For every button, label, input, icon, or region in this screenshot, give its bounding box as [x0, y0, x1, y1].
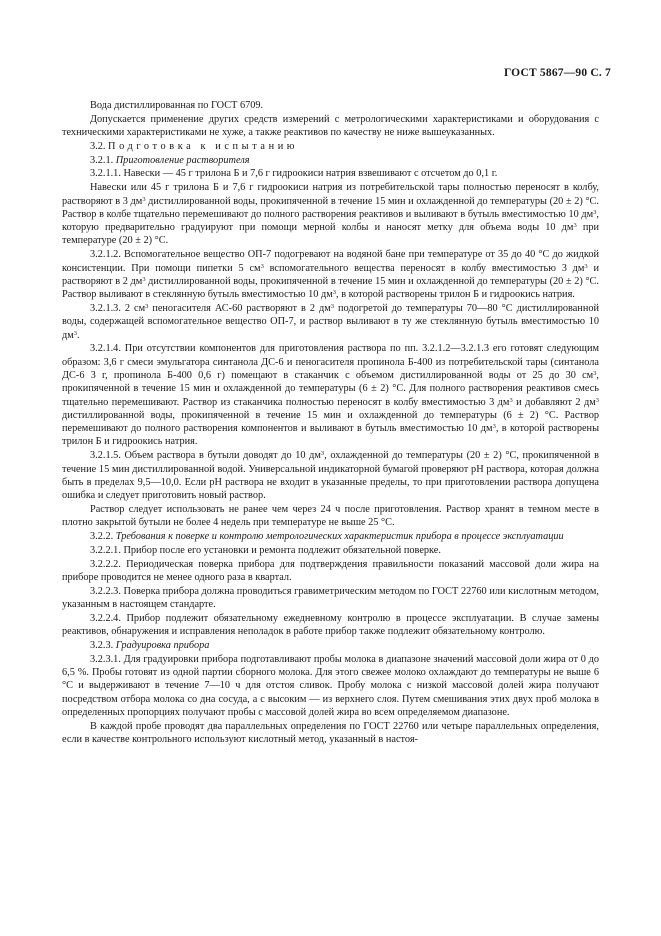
paragraph: Навески или 45 г трилона Б и 7,6 г гидроокиси натрия из потребительской тары полностью переносят в колбу, растворяют в 3 $дм^3$ дистиллированной воды, прокипяченной в течение 15 мин и охлажденной до температуры (20 ± 2) °С. Раствор в колбе тщательно перемешивают до полного растворения реактивов и выливают в бутыль вместимостью 10 $дм^3$, которую предварительно градуируют при помощи мерной колбы и наносят метку для объема воды 10 $дм^3$ при температуре (20 ± 2) °С. [62, 182, 599, 247]
paragraph: 3.2.2. Требования к поверке и контролю метрологических характеристик прибора в процессе эксплуатации [90, 531, 564, 542]
document-body [62, 99, 599, 746]
paragraph: 3.2.1.4. При отсутствии компонентов для приготовления раствора по пп. 3.2.1.2—3.2.1.3 его готовят следующим образом: 3,6 г смеси эмульгатора синтанола ДС-6 и пеногасителя пропинола Б-400 из потребительской тары (синтанола ДС-6 3 г, пропинола Б-400 0,6 г) помещают в стаканчик с объемом дистиллированной воды от 25 до 30 $см^3$, прокипяченной в течение 15 мин и охлажденной до температуры (6 ± 2) °С. Для полного растворения реактивов смесь тщательно перемешивают. Раствор из стаканчика полностью переносят в колбу вместимостью 3 $дм^3$ и добавляют 2 $дм^3$ дистиллированной воды, прокипяченной в течение 15 мин и охлажденной до температуры (6 ± 2) °С. Раствор перемешивают до полного растворения компонентов и выливают в бутыль вместимостью 10 $дм^3$, в которой растворены трилон Б и гидроокись натрия. [62, 343, 599, 448]
paragraph: 3.2.2.2. Периодическая поверка прибора для подтверждения правильности показаний массовой доли жира на приборе проводится не менее одного раза в квартал. [62, 558, 599, 583]
paragraph: 3.2.3. Градуировка прибора [90, 639, 210, 651]
subsection-heading: Градуировка прибора [115, 639, 210, 651]
paragraph: Допускается применение других средств измерений с метрологическими характеристиками и оборудования с техническими характеристиками не хуже, а также реактивов по качеству не ниже вышеуказанных. [62, 113, 599, 139]
paragraph: 3.2.2.3. Поверка прибора должна проводиться гравиметрическим методом по ГОСТ 22760 или кислотным методом, указанным в настоящем стандарте. [62, 585, 599, 610]
paragraph: 3.2.1.1. Навески — 45 г трилона Б и 7,6 г гидроокиси натрия взвешивают с отсчетом до 0,1 г. [90, 168, 498, 180]
paragraph: Раствор следует использовать не ранее чем через 24 ч после приготовления. Раствор хранят в темном месте в плотно закрытой бутыли не более 4 недель при температуре не выше 25 °С. [62, 503, 599, 529]
subsection-heading: Приготовление растворителя [115, 154, 250, 166]
paragraph: В каждой пробе проводят два параллельных определения по ГОСТ 22760 или четыре параллельных определения, если в качестве контрольного используют кислотный метод, указанный в настоя- [62, 720, 599, 745]
paragraph: 3.2.1.2. Вспомогательное вещество ОП-7 подогревают на водяной бане при температуре от 35 до 40 °С до жидкой консистенции. При помощи пипетки 5 $см^3$ вспомогательного вещества переносят в колбу вместимостью 3 $дм^3$ и растворяют в 2 $дм^3$ дистиллированной воды, прокипяченной в течение 15 мин и охлажденной до температуры (20 ± 2) °С. Раствор выливают в стеклянную бутыль вместимостью 10 $дм^3$, в которой растворены трилон Б и гидроокись натрия. [62, 249, 599, 301]
section-heading: Подготовка к испытанию [108, 140, 299, 152]
paragraph: 3.2. Подготовка к испытанию [90, 140, 299, 152]
paragraph: 3.2.1.5. Объем раствора в бутыли доводят до 10 $дм^3$, охлажденной до температуры (20 ± 2) °С, прокипяченной в течение 15 мин дистиллированной водой. Универсальной индикаторной бумагой проверяют рН раствора, которая должна быть в пределах 9,5—10,0. Если рН раствора не входит в указанные пределы, то при приготовлении раствора допущена ошибка и следует приготовить новый раствор. [62, 450, 599, 502]
page-header: ГОСТ 5867—90 С. 7 [503, 67, 611, 79]
paragraph: 3.2.1. Приготовление растворителя [90, 154, 250, 166]
paragraph: Вода дистиллированная по ГОСТ 6709. [90, 100, 264, 111]
paragraph: 3.2.1.3. 2 $см^3$ пеногасителя АС-60 растворяют в 2 $дм^3$ подогретой до температуры 70—80 °С дистиллированной воды, содержащей вспомогательное вещество ОП-7, и раствор выливают в ту же стеклянную бутыль вместимостью 10 $дм^3$. [62, 302, 599, 341]
subsection-heading: Требования к поверке и контролю метрологических характеристик прибора в процессе эксплуатации [115, 531, 564, 542]
paragraph: 3.2.2.4. Прибор подлежит обязательному ежедневному контролю в процессе эксплуатации. В случае замены реактивов, обнаружения и исправления неполадок в работе прибор также подлежит обязательному контролю. [62, 612, 599, 638]
paragraph: 3.2.2.1. Прибор после его установки и ремонта подлежит обязательной поверке. [90, 544, 441, 556]
paragraph: 3.2.3.1. Для градуировки прибора подготавливают пробы молока в диапазоне значений массовой доли жира от 0 до 6,5 %. Пробы готовят из одной партии сборного молока. Для этого свежее молоко охлаждают до температуры не выше 6 °С и выдерживают в течение 7—10 ч для отстоя сливок. Пробу молока с низкой массовой долей жира получают посредством отбора молока со дна сосуда, а с высоким — из верхнего слоя. Путем смешивания этих двух проб молока в определенных пропорциях получают пробы с массовой долей жира во всем определяемом диапазоне. [62, 653, 599, 718]
